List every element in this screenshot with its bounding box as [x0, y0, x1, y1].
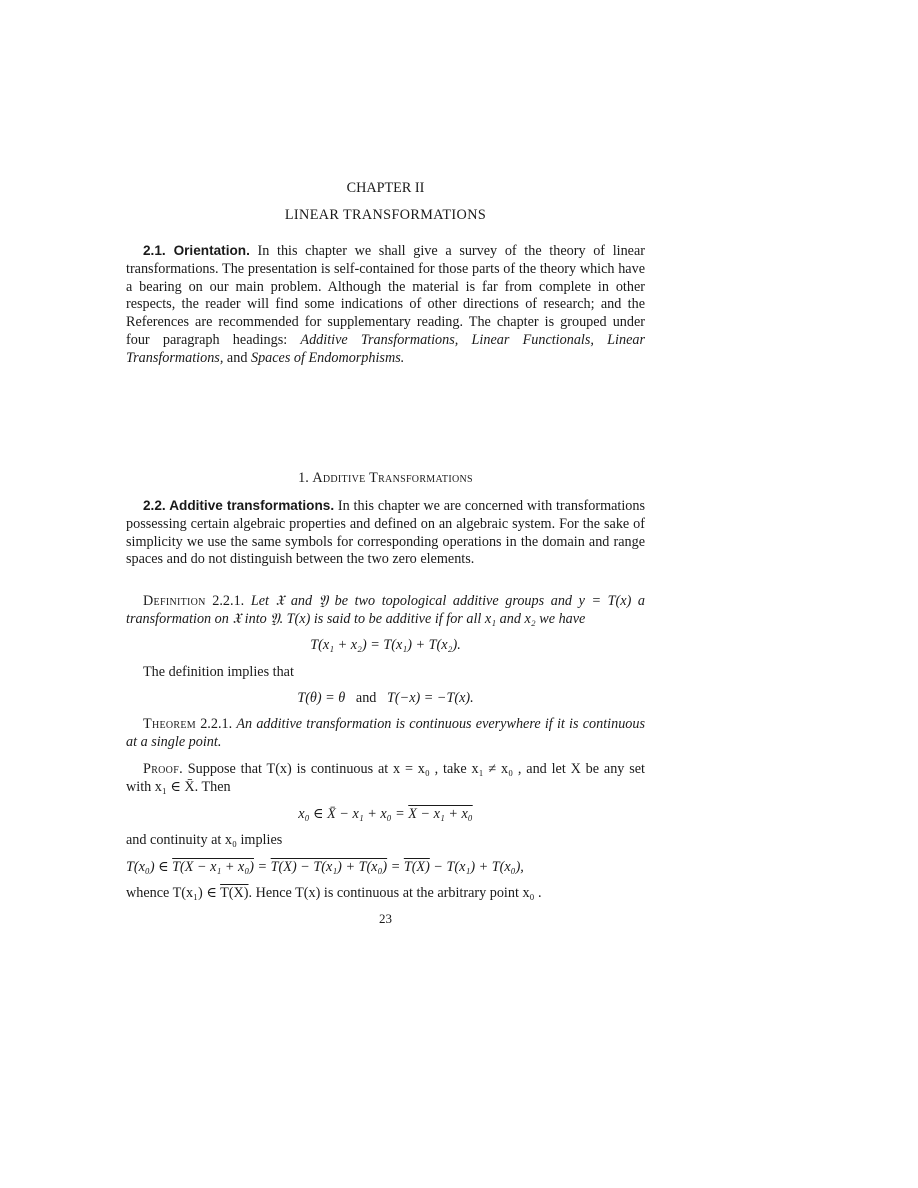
orientation-paragraph: [126, 242, 645, 368]
definition-paragraph: [126, 593, 645, 629]
proof-paragraph: [126, 761, 645, 797]
section-title: [126, 470, 645, 488]
proof-text: Suppose that T(x) is continuous at x = x₀ , take x₁ ≠ x₀ , and let X be any set with x₁ ∈ X̄. Then: [126, 761, 645, 795]
proof-label: Proof.: [143, 761, 183, 777]
definition-label: Definition: [143, 593, 206, 609]
page-number: 23: [379, 911, 392, 926]
additivity-equation: T(x₁ + x₂) = T(x₁) + T(x₂).: [310, 637, 461, 653]
theorem-number: 2.2.1.: [196, 716, 237, 732]
whence-part-a: whence T(x₁) ∈: [126, 885, 221, 901]
eq2-part-f: T(X): [403, 859, 430, 875]
eq2-part-a: T(x₀) ∈: [126, 859, 173, 875]
theorem-paragraph: [126, 716, 645, 752]
whence-part-b: . Hence T(x) is continuous at the arbitrary point x₀ .: [248, 885, 542, 901]
orientation-and: and: [223, 349, 251, 366]
continuity-text: and continuity at x₀ implies: [126, 832, 283, 848]
zero-equation: [126, 690, 645, 708]
closure-eq-over: X − x₁ + x₀: [408, 806, 473, 822]
zero-eq-and: and: [355, 690, 377, 706]
eq2-part-b: T(X − x₁ + x₀): [172, 859, 254, 875]
closure-equation: [126, 806, 645, 824]
whence-over: T(X): [220, 885, 249, 901]
continuity-equation: [126, 859, 645, 877]
chapter-number: CHAPTER II: [346, 180, 425, 196]
eq2-part-e: =: [387, 859, 404, 875]
implies-text: The definition implies that: [143, 664, 294, 680]
orientation-heading: 2.1. Orientation.: [143, 243, 250, 258]
additive-body: In this chapter we are concerned with transformations possessing certain algebraic properties and defined on an algebraic system. For the sake of simplicity we use the same symbols for corresponding operations in the domain and range spaces and do not distinguish between the two zero elements.: [126, 498, 646, 568]
eq2-part-d: T(X) − T(x₁) + T(x₀): [270, 859, 388, 875]
section-name: Additive Transformations: [312, 470, 473, 486]
theorem-text: An additive transformation is continuous everywhere if it is continuous at a single point.: [126, 716, 645, 750]
closure-eq-left: x₀ ∈ X̄ − x₁ + x₀ =: [298, 806, 409, 822]
additive-heading: 2.2. Additive transformations.: [143, 498, 335, 513]
orientation-body: In this chapter we shall give a survey of the theory of linear transformations. The presentation is self-contained for those parts of the theory which have a bearing on our main problem. Although the material is far from complete in other respects, the reader will find some indications of other directions of research; and the References are recommended for supplementary reading. The chapter is grouped under four paragraph headings:: [126, 243, 645, 348]
definition-number: 2.2.1.: [205, 593, 251, 609]
eq2-part-c: =: [253, 859, 271, 875]
whence-line: [126, 885, 645, 903]
zero-eq-right: T(−x) = −T(x).: [387, 690, 474, 706]
additive-paragraph: [126, 497, 645, 569]
orientation-headings-list: Additive Transformations, Linear Functionals, Linear Transformations,: [126, 331, 645, 366]
theorem-label: Theorem: [143, 716, 196, 732]
chapter-title: LINEAR TRANSFORMATIONS: [284, 207, 487, 223]
zero-eq-left: T(θ) = θ: [297, 690, 346, 706]
eq2-part-g: − T(x₁) + T(x₀),: [429, 859, 524, 875]
definition-text: Let 𝔛 and 𝔜 be two topological additive groups and y = T(x) a transformation on 𝔛 into 𝔜. T(x) is said to be additive if for all x₁ and x₂ we have: [126, 593, 646, 627]
orientation-last-heading: Spaces of Endomorphisms.: [250, 349, 405, 366]
section-number: 1.: [298, 470, 309, 486]
